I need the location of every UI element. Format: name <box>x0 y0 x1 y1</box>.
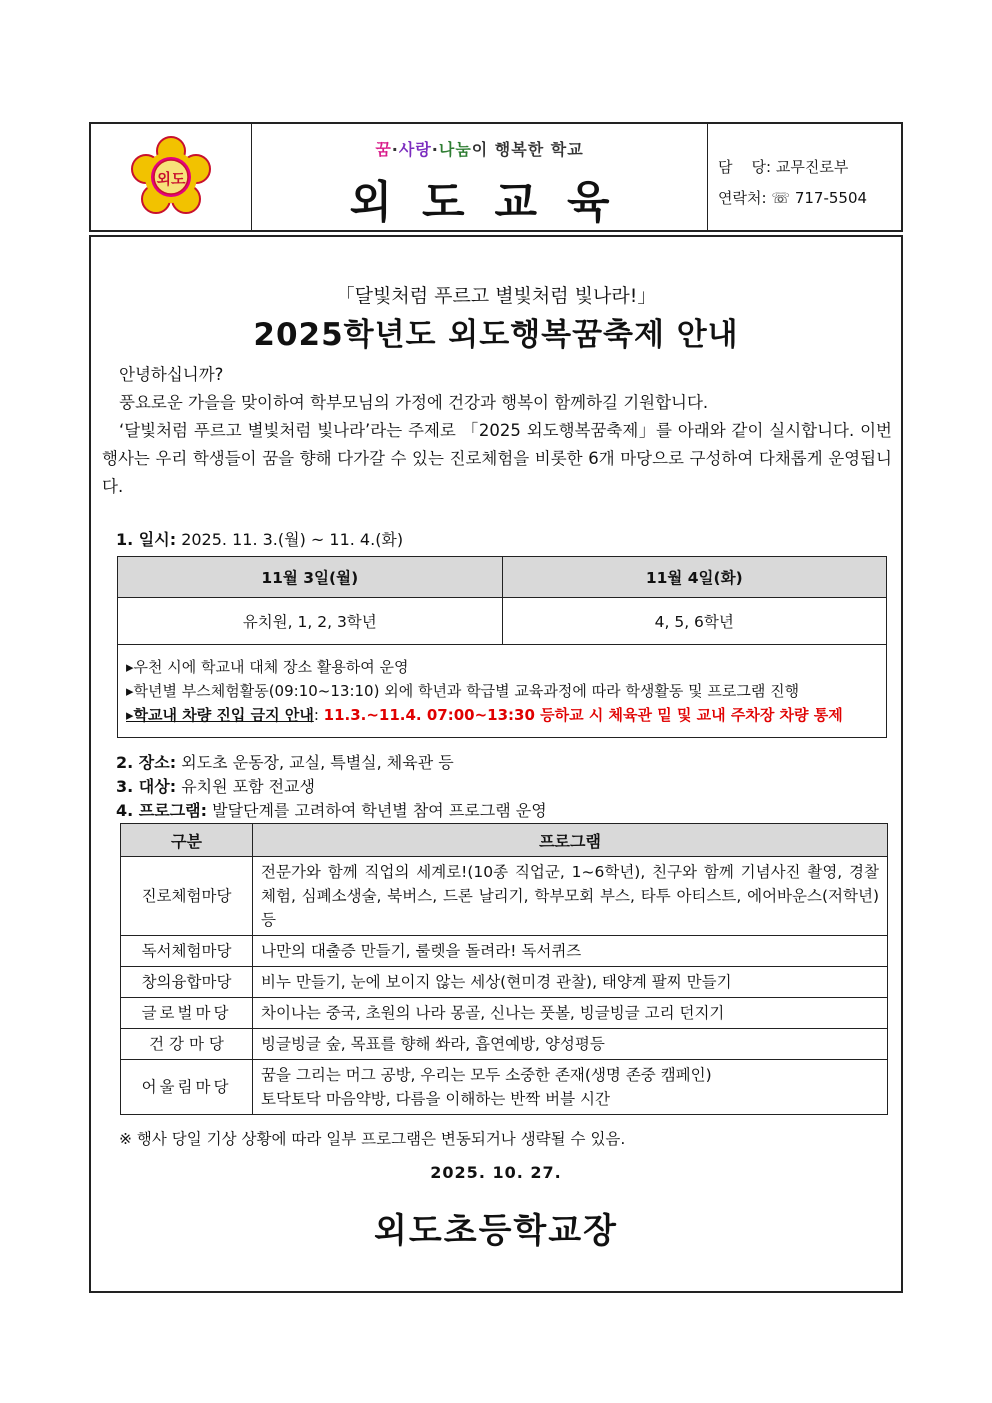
program-cell: 비누 만들기, 눈에 보이지 않는 세상(현미경 관찰), 태양계 팔찌 만들기 <box>253 967 888 998</box>
header-box <box>89 122 903 232</box>
section-program: 4. 프로그램: 발달단계를 고려하여 학년별 참여 프로그램 운영 <box>116 801 547 820</box>
svg-text:외도: 외도 <box>156 170 186 188</box>
day2-grades: 4, 5, 6학년 <box>502 598 887 645</box>
program-cell: 전문가와 함께 직업의 세계로!(10종 직업군, 1~6학년), 친구와 함께 기념사진 촬영, 경찰 체험, 심폐소생술, 북버스, 드론 날리기, 학부모회 부스, 타투 아티스트, 에어바운스(저학년) 등 <box>253 857 888 936</box>
publication-name: 외도교육 <box>349 177 640 228</box>
dept-value: 교무진로부 <box>775 158 849 176</box>
note-vehicle: ▸학교내 차량 진입 금지 안내: 11.3.~11.4. 07:00~13:30 등하교 시 체육관 밑 및 교내 주차장 차량 통제 <box>126 706 843 724</box>
event-slogan: 「달빛처럼 푸르고 별빛처럼 빛나라!」 <box>335 285 657 307</box>
issue-date: 2025. 10. 27. <box>430 1163 562 1182</box>
dept-label: 담 당: <box>718 158 772 176</box>
page-title: 2025학년도 외도행복꿈축제 안내 <box>253 317 739 353</box>
zone-cell: 글로벌마당 <box>121 998 253 1029</box>
day2-header: 11월 4일(화) <box>502 557 887 598</box>
program-cell: 꿈을 그리는 머그 공방, 우리는 모두 소중한 존재(생명 존중 캠페인) 토닥토닥 마음약방, 다름을 이해하는 반짝 버블 시간 <box>253 1060 888 1115</box>
section-place: 2. 장소: 외도초 운동장, 교실, 특별실, 체육관 등 <box>116 753 454 772</box>
notice-body <box>89 235 903 1293</box>
intro-line: 풍요로운 가을을 맞이하여 학부모님의 가정에 건강과 행복이 함께하길 기원합니다. <box>119 393 709 412</box>
intro-text <box>102 361 892 501</box>
table-row <box>121 857 888 936</box>
program-cell: 나만의 대출증 만들기, 룰렛을 돌려라! 독서퀴즈 <box>253 936 888 967</box>
table-row <box>121 1029 888 1060</box>
program-cell: 차이나는 중국, 초원의 나라 몽골, 신나는 풋볼, 빙글빙글 고리 던지기 <box>253 998 888 1029</box>
day1-header: 11월 3일(월) <box>118 557 503 598</box>
zone-cell: 독서체험마당 <box>121 936 253 967</box>
section-date: 1. 일시: 2025. 11. 3.(월) ~ 11. 4.(화) <box>116 530 404 549</box>
note-booth: ▸학년별 부스체험활동(09:10~13:10) 외에 학년과 학급별 교육과정에 따라 학생활동 및 프로그램 진행 <box>126 682 800 700</box>
day1-grades: 유치원, 1, 2, 3학년 <box>118 598 503 645</box>
zone-cell: 창의융합마당 <box>121 967 253 998</box>
phone-value: ☏ 717-5504 <box>771 189 868 207</box>
table-row <box>121 998 888 1029</box>
program-table <box>120 823 888 1115</box>
greeting: 안녕하십니까? <box>119 365 224 384</box>
schedule-table <box>117 556 887 738</box>
table-row <box>121 1060 888 1115</box>
zone-header: 구분 <box>121 824 253 857</box>
school-motto: 꿈·사랑·나눔이 행복한 학교 <box>375 140 584 159</box>
contact-info <box>708 124 901 230</box>
zone-cell: 어울림마당 <box>121 1060 253 1115</box>
phone-label: 연락처: <box>718 189 767 207</box>
signature-principal: 외도초등학교장 <box>374 1211 618 1251</box>
emblem-icon <box>123 136 219 218</box>
table-row <box>121 936 888 967</box>
publication-title-cell <box>252 124 708 230</box>
weather-note: ※ 행사 당일 기상 상황에 따라 일부 프로그램은 변동되거나 생략될 수 있음. <box>119 1130 626 1148</box>
zone-cell: 건 강 마 당 <box>121 1029 253 1060</box>
section-target: 3. 대상: 유치원 포함 전교생 <box>116 777 316 796</box>
schedule-notes <box>118 645 887 738</box>
zone-cell: 진로체험마당 <box>121 857 253 936</box>
program-cell: 빙글빙글 숲, 목표를 향해 쏴라, 흡연예방, 양성평등 <box>253 1029 888 1060</box>
school-emblem <box>91 124 252 230</box>
table-row <box>121 967 888 998</box>
intro-paragraph: ‘달빛처럼 푸르고 별빛처럼 빛나라’라는 주제로 「2025 외도행복꿈축제」를 아래와 같이 실시합니다. 이번 행사는 우리 학생들이 꿈을 향해 다가갈 수 있는 진로체험을 비롯한 6개 마당으로 구성하여 다채롭게 운영됩니다. <box>102 421 892 496</box>
note-rain: ▸우천 시에 학교내 대체 장소 활용하여 운영 <box>126 658 409 676</box>
program-header: 프로그램 <box>253 824 888 857</box>
